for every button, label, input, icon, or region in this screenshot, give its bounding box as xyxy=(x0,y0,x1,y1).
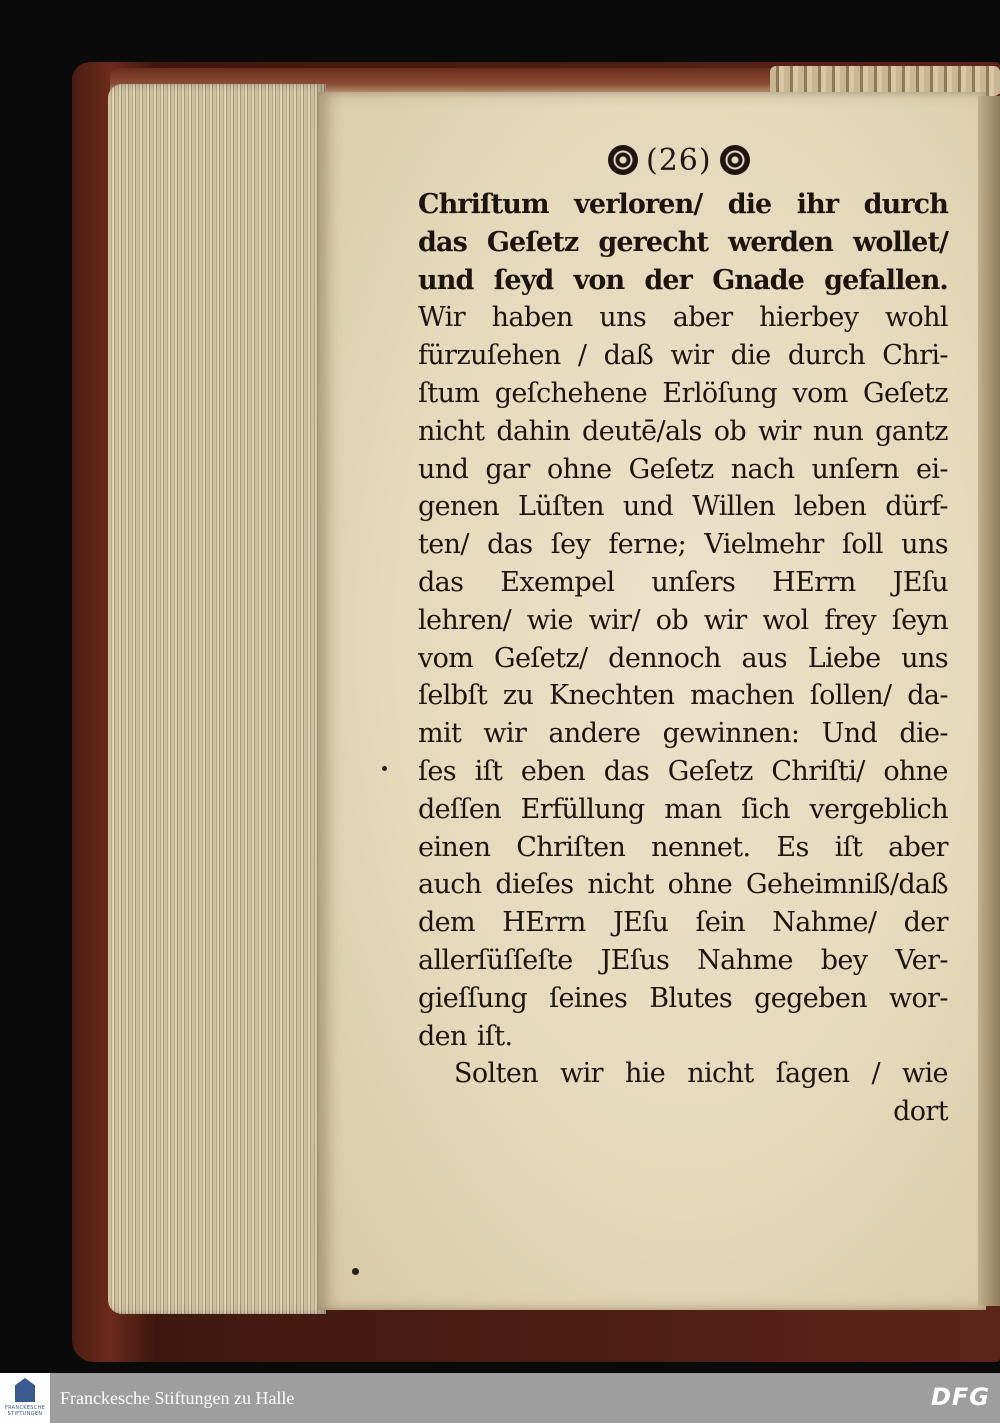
word: ſelbſt xyxy=(418,680,488,712)
word: bey xyxy=(820,944,868,976)
text-line xyxy=(418,526,948,564)
word: das xyxy=(603,755,650,787)
word: geſchehene xyxy=(494,377,648,409)
text-line xyxy=(418,186,948,224)
word: und xyxy=(418,264,474,296)
word: ſes xyxy=(418,755,457,787)
word: dahin xyxy=(496,415,571,447)
word: machen xyxy=(690,680,795,712)
word: / xyxy=(577,340,587,372)
word: uns xyxy=(599,302,647,334)
text-line xyxy=(418,980,948,1018)
word: gewinnen: xyxy=(662,718,800,750)
word: unſers xyxy=(651,566,736,598)
word: Geſetz xyxy=(628,453,714,485)
word: ohne xyxy=(546,453,612,485)
word: dort xyxy=(893,1096,948,1128)
word: gantz xyxy=(875,415,948,447)
word: lehren/ xyxy=(418,604,512,636)
show-through-text xyxy=(430,1110,443,1135)
word: Und xyxy=(821,718,878,750)
word: nicht xyxy=(587,869,654,901)
gutter-strip xyxy=(978,96,1000,1306)
word: Chriſtum xyxy=(418,189,549,220)
word: man xyxy=(664,793,722,825)
word: zu xyxy=(502,680,534,712)
word: wir xyxy=(670,340,714,372)
institution-logo[interactable] xyxy=(0,1373,50,1423)
word: dieſes xyxy=(495,869,574,901)
word: ob xyxy=(655,604,689,636)
word: Blutes xyxy=(649,982,733,1014)
text-line xyxy=(418,564,948,602)
word: dürf- xyxy=(885,491,948,523)
word: der xyxy=(644,264,693,296)
word: HErrn xyxy=(502,907,586,939)
word: Vielmehr xyxy=(704,529,824,561)
word: den xyxy=(418,1020,467,1052)
word: / xyxy=(871,1058,880,1090)
word: eben xyxy=(520,755,586,787)
word: andere xyxy=(548,718,641,750)
word: daß xyxy=(603,340,654,372)
word: unſern xyxy=(811,453,899,485)
franckesche-stiftungen-logo-icon xyxy=(15,1378,35,1402)
word: nun xyxy=(812,415,864,447)
word: die xyxy=(727,189,772,220)
word: Geſetz xyxy=(667,755,753,787)
word: Erlöſung xyxy=(662,377,778,409)
text-line xyxy=(418,224,948,262)
word: von xyxy=(573,264,625,296)
word: mit xyxy=(418,718,462,750)
text-line xyxy=(418,375,948,413)
word: aber xyxy=(888,831,948,863)
word: leben xyxy=(794,491,867,523)
text-line xyxy=(418,262,948,300)
word: gieſſung xyxy=(418,982,528,1014)
word: und xyxy=(622,491,674,523)
page-header xyxy=(608,138,750,182)
word: wir xyxy=(703,604,747,636)
word: wohl xyxy=(884,302,948,334)
word: uns xyxy=(901,642,948,674)
word: Nahme xyxy=(697,944,793,976)
word: deſſen xyxy=(418,793,502,825)
text-line xyxy=(418,299,948,337)
word: ſeines xyxy=(549,982,628,1014)
word: nach xyxy=(730,453,795,485)
word: Nahme/ xyxy=(772,907,877,939)
word: ei- xyxy=(916,453,948,485)
word: Liebe xyxy=(807,642,881,674)
word: Exempel xyxy=(500,566,615,598)
word: ſey xyxy=(550,529,591,561)
word: gerecht xyxy=(598,226,709,258)
word: ſollen/ xyxy=(809,680,892,712)
word: und xyxy=(418,453,469,485)
word: aber xyxy=(672,302,733,334)
word: die xyxy=(730,340,771,372)
page-text xyxy=(418,186,948,1131)
word: auch xyxy=(418,869,482,901)
word: vergeblich xyxy=(809,793,948,825)
word: hie xyxy=(624,1058,666,1090)
text-line xyxy=(418,413,948,451)
logo-caption-bottom: STIFTUNGEN xyxy=(7,1411,43,1417)
word: Chri- xyxy=(882,340,948,372)
word: wollet/ xyxy=(853,226,948,258)
word: das xyxy=(418,566,464,598)
word: ſeyn xyxy=(891,604,948,636)
word: werden xyxy=(728,226,833,258)
word: durch xyxy=(787,340,865,372)
page-edges xyxy=(108,84,326,1314)
word: uns xyxy=(901,529,948,561)
word: Geſetz xyxy=(863,377,948,409)
word: gefallen. xyxy=(824,264,948,296)
word: ten/ xyxy=(418,529,469,561)
word: das xyxy=(487,529,533,561)
word: ihr xyxy=(796,189,839,220)
ink-speck xyxy=(382,766,387,771)
word: genen xyxy=(418,491,500,523)
text-line xyxy=(418,942,948,980)
word: Lüſten xyxy=(517,491,604,523)
word: durch xyxy=(863,189,948,220)
word: gegeben xyxy=(754,982,868,1014)
word: wir/ xyxy=(588,604,640,636)
word: wie xyxy=(902,1058,948,1090)
word: Chriſten xyxy=(516,831,626,863)
word: nicht xyxy=(687,1058,754,1090)
text-line xyxy=(418,753,948,791)
word: frey xyxy=(824,604,877,636)
institution-name[interactable]: Franckesche Stiftungen zu Halle xyxy=(60,1387,295,1408)
text-line xyxy=(418,602,948,640)
ink-speck xyxy=(352,1268,359,1275)
word: ohne xyxy=(883,755,948,787)
word: JEſu xyxy=(892,566,948,598)
text-line xyxy=(418,640,948,678)
text-line xyxy=(418,1018,948,1056)
footer-bar xyxy=(0,1373,1000,1423)
word: vom xyxy=(418,642,474,674)
text-line xyxy=(418,1055,948,1093)
word: Willen xyxy=(692,491,776,523)
word: hierbey xyxy=(759,302,859,334)
text-line xyxy=(418,904,948,942)
word: Es xyxy=(776,831,809,863)
rosette-ornament-icon xyxy=(720,145,750,175)
word: wol xyxy=(762,604,809,636)
word: aus xyxy=(741,642,787,674)
word: wir xyxy=(560,1058,603,1090)
page-number: (26) xyxy=(646,142,712,178)
word: ferne; xyxy=(608,529,687,561)
word: Erfüllung xyxy=(520,793,645,825)
text-line xyxy=(418,451,948,489)
word: ſoll xyxy=(841,529,883,561)
word: iſt. xyxy=(476,1020,513,1052)
text-line xyxy=(418,829,948,867)
text-line xyxy=(418,791,948,829)
word: nennet. xyxy=(651,831,751,863)
word: wir xyxy=(757,415,801,447)
word: ſagen xyxy=(775,1058,850,1090)
word: allerſüſſeſte xyxy=(418,944,573,976)
word: ohne xyxy=(667,869,733,901)
word: wir xyxy=(483,718,527,750)
word: ſein xyxy=(695,907,746,939)
word: wie xyxy=(526,604,573,636)
word: Wir xyxy=(418,302,466,334)
word: einen xyxy=(418,831,491,863)
word: Chriſti/ xyxy=(771,755,865,787)
text-line xyxy=(418,488,948,526)
word: JEſus xyxy=(600,944,670,976)
word: deutē/als xyxy=(582,415,702,447)
logo-caption-top: FRANCKESCHE xyxy=(4,1405,46,1411)
dfg-logo[interactable]: DFG xyxy=(930,1383,990,1411)
word: iſt xyxy=(834,831,863,863)
word: der xyxy=(903,907,948,939)
word: nicht xyxy=(418,415,485,447)
word: ſich xyxy=(741,793,790,825)
word: HErrn xyxy=(772,566,856,598)
text-line xyxy=(418,337,948,375)
word: da- xyxy=(907,680,948,712)
word: das xyxy=(418,226,467,258)
word: die- xyxy=(899,718,948,750)
word: Ver- xyxy=(895,944,948,976)
word: verloren/ xyxy=(574,189,703,220)
text-line xyxy=(418,866,948,904)
rosette-ornament-icon xyxy=(608,145,638,175)
word: iſt xyxy=(474,755,503,787)
word: fürzuſehen xyxy=(418,340,561,372)
text-line xyxy=(418,715,948,753)
word: JEſu xyxy=(612,907,669,939)
text-line xyxy=(418,1093,948,1131)
word: haben xyxy=(491,302,573,334)
word: wor- xyxy=(888,982,948,1014)
word: dennoch xyxy=(608,642,721,674)
word: ob xyxy=(713,415,747,447)
word: Geſetz xyxy=(486,226,579,258)
word: dem xyxy=(418,907,476,939)
text-line xyxy=(418,677,948,715)
word: Knechten xyxy=(548,680,675,712)
word: Geheimniß/daß xyxy=(746,869,948,901)
word: gar xyxy=(485,453,530,485)
logo-caption xyxy=(0,1405,50,1417)
word: Solten xyxy=(454,1058,539,1090)
word: Geſetz/ xyxy=(493,642,588,674)
word: vom xyxy=(792,377,848,409)
word: ſeyd xyxy=(493,264,554,296)
word: Gnade xyxy=(712,264,804,296)
word: ſtum xyxy=(418,377,480,409)
